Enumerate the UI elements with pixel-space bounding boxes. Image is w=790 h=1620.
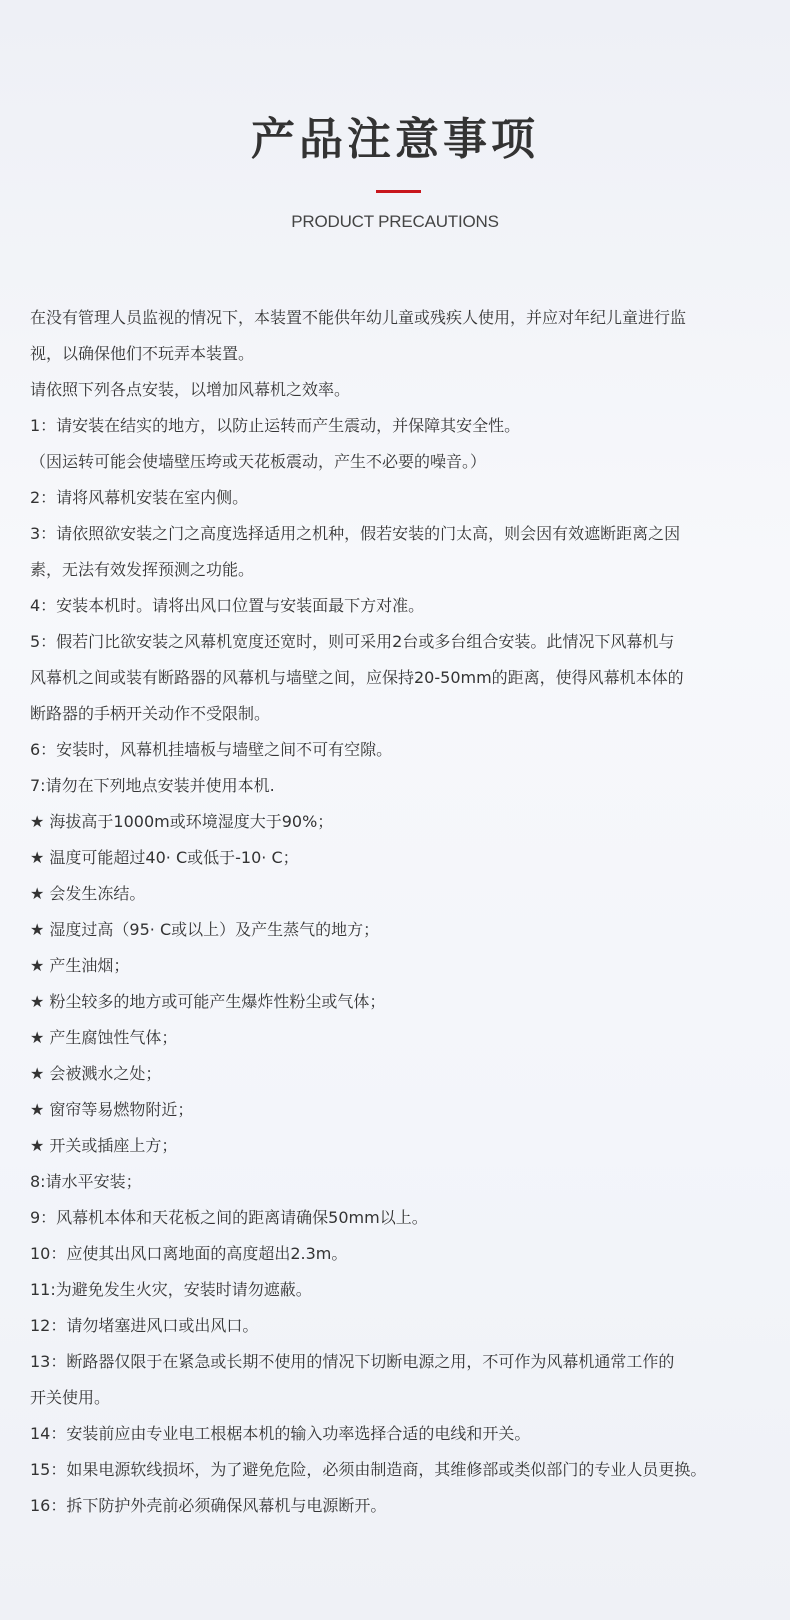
precaution-line: 14：安装前应由专业电工根椐本机的输入功率选择合适的电线和开关。 xyxy=(30,1424,531,1443)
precaution-line: ★ 会被溅水之处； xyxy=(30,1064,162,1083)
precaution-line: 12：请勿堵塞进风口或出风口。 xyxy=(30,1316,259,1335)
precaution-line: ★ 产生油烟； xyxy=(30,956,130,975)
precaution-line: 16：拆下防护外壳前必须确保风幕机与电源断开。 xyxy=(30,1496,387,1515)
precaution-line: 断路器的手柄开关动作不受限制。 xyxy=(30,704,271,723)
precaution-line: 8:请水平安装； xyxy=(30,1172,142,1191)
precaution-line: 7:请勿在下列地点安装并使用本机. xyxy=(30,776,275,795)
precaution-line: 6：安装时，风幕机挂墙板与墙壁之间不可有空隙。 xyxy=(30,740,393,759)
precaution-line: ★ 海拔高于1000m或环境湿度大于90%； xyxy=(30,812,334,831)
precaution-line: （因运转可能会使墙壁压垮或天花板震动，产生不必要的噪音。） xyxy=(30,452,487,471)
precaution-line: 风幕机之间或装有断路器的风幕机与墙壁之间，应保持20-50mm的距离，使得风幕机本体的 xyxy=(30,668,684,687)
precaution-line: 11:为避免发生火灾，安装时请勿遮蔽。 xyxy=(30,1280,312,1299)
precaution-line: ★ 湿度过高（95· C或以上）及产生蒸气的地方； xyxy=(30,920,380,939)
precaution-line: 9：风幕机本体和天花板之间的距离请确保50mm以上。 xyxy=(30,1208,428,1227)
precaution-line: 在没有管理人员监视的情况下，本装置不能供年幼儿童或残疾人使用，并应对年纪儿童进行监 xyxy=(30,308,687,327)
precaution-line: 4：安装本机时。请将出风口位置与安装面最下方对准。 xyxy=(30,596,425,615)
precaution-line: 2：请将风幕机安装在室内侧。 xyxy=(30,488,249,507)
precaution-line: 请依照下列各点安装，以增加风幕机之效率。 xyxy=(30,380,351,399)
precaution-line: 3：请依照欲安装之门之高度选择适用之机种，假若安装的门太高，则会因有效遮断距离之因 xyxy=(30,524,681,543)
precaution-line: 开关使用。 xyxy=(30,1388,111,1407)
precaution-line: 15：如果电源软线损坏，为了避免危险，必须由制造商，其维修部或类似部门的专业人员更换。 xyxy=(30,1460,707,1479)
precaution-line: ★ 产生腐蚀性气体； xyxy=(30,1028,178,1047)
precaution-line: ★ 会发生冻结。 xyxy=(30,884,146,903)
precaution-line: 1：请安装在结实的地方，以防止运转而产生震动，并保障其安全性。 xyxy=(30,416,521,435)
precaution-line: ★ 温度可能超过40· C或低于-10· C； xyxy=(30,848,299,867)
precaution-line: ★ 粉尘较多的地方或可能产生爆炸性粉尘或气体； xyxy=(30,992,386,1011)
precaution-line: 素，无法有效发挥预测之功能。 xyxy=(30,560,255,579)
precaution-line: 5：假若门比欲安装之风幕机宽度还宽时，则可采用2台或多台组合安装。此情况下风幕机与 xyxy=(30,632,675,651)
precaution-line: ★ 窗帘等易燃物附近； xyxy=(30,1100,194,1119)
precaution-line: 10：应使其出风口离地面的高度超出2.3m。 xyxy=(30,1244,348,1263)
title-divider xyxy=(376,190,421,193)
page-subtitle: PRODUCT PRECAUTIONS xyxy=(291,212,499,231)
precaution-line: ★ 开关或插座上方； xyxy=(30,1136,178,1155)
precautions-list xyxy=(30,300,770,1524)
page-title: 产品注意事项 xyxy=(251,114,539,165)
precaution-line: 13：断路器仅限于在紧急或长期不使用的情况下切断电源之用，不可作为风幕机通常工作的 xyxy=(30,1352,675,1371)
precaution-line: 视，以确保他们不玩弄本装置。 xyxy=(30,344,255,363)
